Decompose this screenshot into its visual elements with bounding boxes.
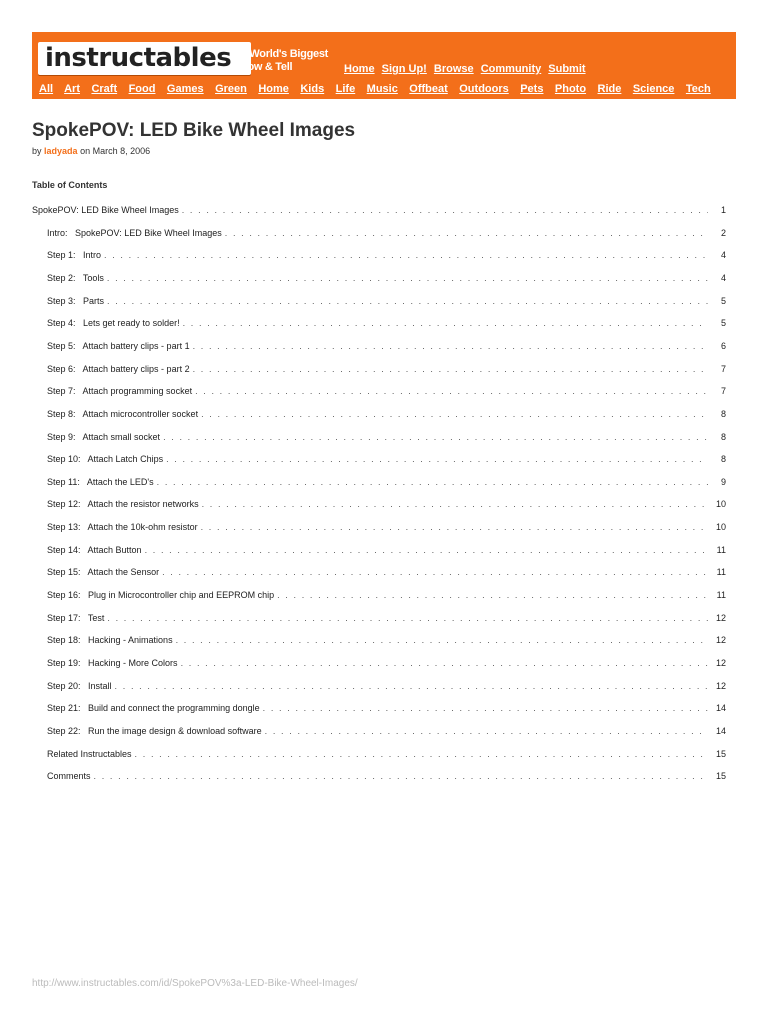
- category-all-link[interactable]: All: [39, 83, 54, 95]
- top-nav: [344, 63, 590, 75]
- toc-entry-label: Step 1: Intro: [47, 250, 102, 261]
- toc-entry-label: Step 14: Attach Button: [47, 544, 142, 555]
- toc-entry-label: Step 9: Attach small socket: [47, 431, 161, 442]
- toc-entry-label: Step 11: Attach the LED's: [47, 476, 154, 487]
- category-offbeat-link[interactable]: Offbeat: [409, 83, 448, 95]
- toc-entry[interactable]: [47, 409, 726, 423]
- category-games-link[interactable]: Games: [166, 83, 204, 95]
- toc-leader-dots: [277, 590, 708, 600]
- toc-entry-label: Step 19: Hacking - More Colors: [47, 658, 178, 668]
- toc-entry[interactable]: [47, 771, 726, 785]
- category-music-link[interactable]: Music: [366, 83, 398, 95]
- toc-entry-page: 8: [720, 408, 726, 419]
- toc-entry[interactable]: [47, 726, 726, 740]
- toc-entry-label: Step 7: Attach programming socket: [47, 386, 193, 397]
- toc-leader-dots: [104, 250, 708, 260]
- toc-entry-label: Related Instructables: [47, 748, 132, 759]
- toc-leader-dots: [193, 341, 708, 351]
- toc-entry-label: Step 22: Run the image design & download software: [47, 725, 262, 736]
- toc-entry[interactable]: [47, 567, 726, 581]
- toc-entry[interactable]: [47, 703, 726, 717]
- toc-entry-label: Step 12: Attach the resistor networks: [47, 499, 199, 510]
- toc-entry[interactable]: [47, 273, 726, 287]
- nav-browse-link[interactable]: Browse: [433, 63, 474, 75]
- nav-submit-link[interactable]: Submit: [548, 63, 586, 75]
- toc-entry[interactable]: [47, 590, 726, 604]
- toc-entry-label: Step 6: Attach battery clips - part 2: [47, 363, 190, 374]
- toc-entry-page: 2: [720, 227, 726, 238]
- category-art-link[interactable]: Art: [64, 83, 80, 95]
- category-ride-link[interactable]: Ride: [597, 83, 622, 95]
- category-photo-link[interactable]: Photo: [554, 83, 587, 95]
- site-header: [32, 32, 736, 99]
- toc-entry-page: 12: [715, 658, 726, 668]
- toc-leader-dots: [265, 726, 708, 736]
- toc-leader-dots: [166, 454, 708, 464]
- category-science-link[interactable]: Science: [632, 83, 675, 95]
- toc-entry[interactable]: [47, 635, 726, 649]
- toc-entry[interactable]: [47, 386, 726, 400]
- toc-entry-page: 5: [720, 318, 726, 329]
- toc-entry-page: 10: [715, 522, 726, 533]
- logo-text: instructables: [45, 43, 232, 73]
- toc-entry-label: Step 15: Attach the Sensor: [47, 567, 160, 578]
- toc-entry[interactable]: [47, 364, 726, 378]
- toc-entry-page: 6: [720, 340, 726, 351]
- nav-home-link[interactable]: Home: [344, 63, 375, 75]
- toc-entry-label: Step 8: Attach microcontroller socket: [47, 408, 199, 419]
- toc-heading: Table of Contents: [32, 180, 108, 190]
- category-craft-link[interactable]: Craft: [91, 83, 118, 95]
- toc-entry-page: 14: [715, 703, 726, 714]
- toc-entry-page: 7: [720, 386, 726, 397]
- toc-entry-label: Step 13: Attach the 10k-ohm resistor: [47, 522, 198, 533]
- toc-leader-dots: [263, 703, 708, 713]
- toc-entry-page: 15: [715, 771, 726, 782]
- toc-entry-page: 11: [716, 590, 726, 601]
- toc-entry-label: Step 16: Plug in Microcontroller chip and EEPROM chip: [47, 590, 275, 601]
- toc-entry-label: Intro: SpokePOV: LED Bike Wheel Images: [47, 227, 222, 238]
- toc-entry-page: 11: [716, 567, 726, 578]
- toc-entry-page: 1: [720, 205, 726, 215]
- footer-url: http://www.instructables.com/id/SpokePOV%3a-LED-Bike-Wheel-Images/: [32, 978, 358, 989]
- toc-entry-page: 4: [720, 272, 726, 283]
- category-nav: [39, 83, 719, 95]
- toc-entry-label: Step 21: Build and connect the programming dongle: [47, 703, 260, 714]
- nav-signup-link[interactable]: Sign Up!: [381, 63, 427, 75]
- toc-entry-page: 7: [720, 363, 726, 374]
- article-title: SpokePOV: LED Bike Wheel Images: [32, 120, 356, 141]
- toc-leader-dots: [107, 296, 708, 306]
- toc-leader-dots: [115, 681, 708, 691]
- toc-entry-label: Step 2: Tools: [47, 272, 104, 283]
- toc-entry[interactable]: [47, 341, 726, 355]
- toc-leader-dots: [94, 771, 708, 781]
- toc-entry-label: Step 5: Attach battery clips - part 1: [47, 340, 190, 351]
- toc-entry[interactable]: [47, 454, 726, 468]
- toc-entry-label: Step 10: Attach Latch Chips: [47, 454, 164, 465]
- toc-leader-dots: [201, 409, 708, 419]
- toc-leader-dots: [107, 613, 708, 623]
- toc-entry[interactable]: [47, 499, 726, 513]
- toc-entry-label: Step 17: Test: [47, 612, 105, 623]
- toc-entry-label: Step 3: Parts: [47, 295, 105, 306]
- toc-entry[interactable]: [47, 296, 726, 310]
- tagline-line2: Show & Tell: [234, 61, 293, 73]
- site-tagline: [228, 48, 328, 74]
- toc-leader-dots: [202, 499, 708, 509]
- byline-prefix: by: [32, 146, 42, 156]
- toc-entry[interactable]: [47, 613, 726, 627]
- toc-entry-page: 14: [715, 725, 726, 736]
- toc-entry[interactable]: [47, 318, 726, 332]
- toc-entry[interactable]: [47, 228, 726, 242]
- toc-entry[interactable]: [47, 749, 726, 763]
- toc-entry[interactable]: [32, 205, 726, 219]
- toc-leader-dots: [182, 205, 708, 215]
- category-kids-link[interactable]: Kids: [300, 83, 325, 95]
- toc-leader-dots: [193, 364, 708, 374]
- toc-entry-page: 8: [720, 454, 726, 465]
- toc-leader-dots: [195, 386, 708, 396]
- toc-entry-page: 8: [720, 431, 726, 442]
- toc-entry-page: 12: [715, 612, 726, 623]
- toc-entry-page: 10: [715, 499, 726, 510]
- toc-entry-label: Step 20: Install: [47, 680, 112, 691]
- toc-entry-page: 12: [715, 635, 726, 646]
- toc-entry-page: 5: [720, 295, 726, 306]
- toc-entry[interactable]: [47, 545, 726, 559]
- publish-date: on March 8, 2006: [80, 146, 151, 156]
- toc-entry[interactable]: [47, 522, 726, 536]
- nav-community-link[interactable]: Community: [480, 63, 542, 75]
- toc-leader-dots: [183, 318, 708, 328]
- category-green-link[interactable]: Green: [215, 83, 247, 95]
- toc-entry-page: 15: [715, 748, 726, 759]
- toc-entry-page: 12: [715, 680, 726, 691]
- site-logo[interactable]: [38, 42, 251, 75]
- toc-entry[interactable]: [47, 658, 726, 672]
- toc-leader-dots: [201, 522, 708, 532]
- category-outdoors-link[interactable]: Outdoors: [459, 83, 509, 95]
- toc-entry-page: 4: [720, 250, 726, 261]
- toc-entry[interactable]: [47, 432, 726, 446]
- toc-entry-label: Comments: [47, 771, 91, 782]
- toc-entry[interactable]: [47, 477, 726, 491]
- category-tech-link[interactable]: Tech: [685, 83, 711, 95]
- toc-entry-label: Step 4: Lets get ready to solder!: [47, 318, 180, 329]
- toc-entry[interactable]: [47, 681, 726, 695]
- toc-leader-dots: [181, 658, 708, 668]
- toc-leader-dots: [162, 567, 708, 577]
- byline: [32, 146, 150, 156]
- toc-leader-dots: [107, 273, 708, 283]
- toc-leader-dots: [176, 635, 708, 645]
- toc-leader-dots: [157, 477, 708, 487]
- category-food-link[interactable]: Food: [128, 83, 156, 95]
- toc-entry-label: Step 18: Hacking - Animations: [47, 635, 173, 646]
- toc-leader-dots: [145, 545, 708, 555]
- tagline-line1: The World's Biggest: [228, 48, 328, 60]
- toc-entry-label: SpokePOV: LED Bike Wheel Images: [32, 205, 179, 215]
- toc-entry[interactable]: [47, 250, 726, 264]
- toc-entry-page: 11: [716, 544, 726, 555]
- toc-entry-page: 9: [720, 476, 726, 487]
- category-life-link[interactable]: Life: [335, 83, 356, 95]
- author-link[interactable]: ladyada: [44, 146, 78, 156]
- category-home-link[interactable]: Home: [258, 83, 289, 95]
- toc-leader-dots: [163, 432, 708, 442]
- toc-leader-dots: [225, 228, 708, 238]
- toc-leader-dots: [135, 749, 708, 759]
- category-pets-link[interactable]: Pets: [520, 83, 544, 95]
